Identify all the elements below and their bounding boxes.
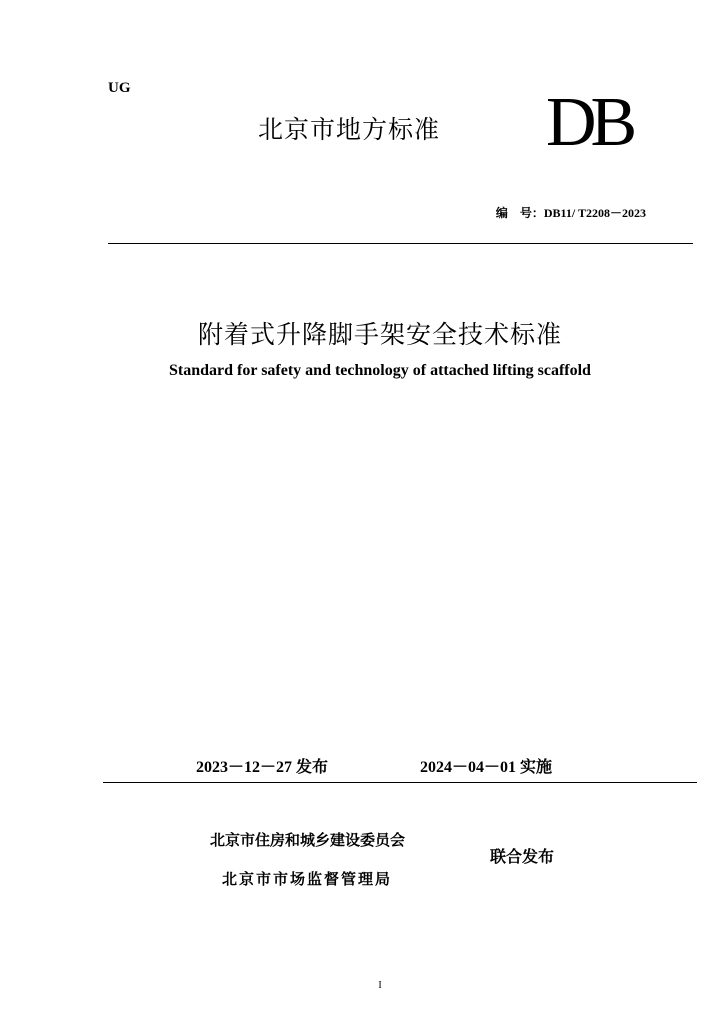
document-title-chinese: 附着式升降脚手架安全技术标准: [197, 320, 562, 349]
implement-date: 2024－04－01 实施: [420, 759, 553, 776]
standard-code: [496, 204, 646, 221]
db-logo: DB: [546, 84, 632, 161]
issuer-market-regulation: 北京市市场监督管理局: [222, 870, 393, 888]
standard-code-label: 编 号：: [495, 206, 544, 220]
joint-issue-label: 联合发布: [490, 847, 555, 866]
publish-date: 2023－12－27 发布: [196, 759, 329, 776]
classification-code: UG: [108, 80, 131, 96]
page-number: I: [378, 980, 382, 991]
header-divider: [108, 243, 693, 244]
standard-type-title: 北京市地方标准: [258, 115, 441, 144]
standard-code-value: DB11/ T2208－2023: [543, 206, 646, 220]
date-divider: [103, 782, 697, 783]
issuer-housing-commission: 北京市住房和城乡建设委员会: [210, 831, 406, 849]
document-title-english: Standard for safety and technology of attached lifting scaffold: [169, 362, 591, 379]
